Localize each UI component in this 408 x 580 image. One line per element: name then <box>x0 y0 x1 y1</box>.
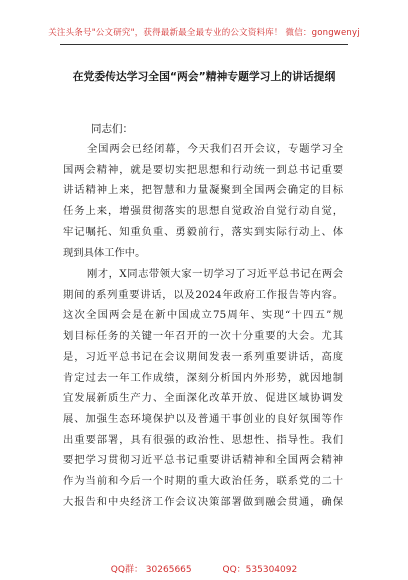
text-line: 国两会精神，就是要切实把思想和行动统一到总书记重要 <box>63 163 343 176</box>
text-line: 肯定过去一年工作成绩，深刻分析国内外形势，就因地制 <box>63 371 343 384</box>
document-title: 在党委传达学习全国“两会”精神专题学习上的讲话提纲 <box>72 70 336 83</box>
text-line: 出重要部署，具有很强的政治性、思想性、指导性。我们 <box>63 433 343 446</box>
text-line: 任务上来，增强贯彻落实的思想自觉政治自觉行动自觉， <box>63 205 343 218</box>
text-line: 全国两会已经闭幕，今天我们召开会议，专题学习全 <box>87 143 343 155</box>
footer-qq: QQ：535304092 <box>222 565 298 575</box>
text-line: 大报告和中央经济工作会议决策部署做到融会贯通，确保 <box>63 495 343 508</box>
text-line: 要把学习贯彻习近平总书记重要讲话精神和全国两会精神 <box>63 454 343 467</box>
text-line: 划目标任务的关键一年召开的一次十分重要的大会。尤其 <box>63 330 343 343</box>
paragraph-2 <box>63 264 343 512</box>
text-line: 是，习近平总书记在会议期间发表一系列重要讲话，高度 <box>63 350 343 363</box>
text-line: 期间的系列重要讲话，以及2024年政府工作报告等内容。 <box>63 288 343 301</box>
text-line: 现到具体工作中。 <box>63 246 146 259</box>
paragraph-1 <box>63 139 343 263</box>
text-line: 这次全国两会是在新中国成立75周年、实现“十四五”规 <box>63 309 343 322</box>
text-line: 展、加强生态环境保护以及普通干事创业的良好氛围等作 <box>63 412 343 425</box>
header-notice: 关注头条号"公文研究"，获得最新最全最专业的公文资料库！ 微信：gongwenyj <box>48 28 360 38</box>
text-line: 宜发展新质生产力、全面深化改革开放、促进区域协调发 <box>63 392 343 405</box>
header-divider <box>60 44 348 45</box>
text-line: 刚才，X同志带领大家一切学习了习近平总书记在两会 <box>87 268 343 280</box>
text-line: 作为当前和今后一个时期的重大政治任务，联系党的二十 <box>63 475 343 488</box>
salutation: 同志们： <box>91 123 133 135</box>
footer-qq-group: QQ群： 30265665 <box>110 565 192 575</box>
text-line: 讲话精神上来，把智慧和力量凝聚到全国两会确定的目标 <box>63 184 343 197</box>
text-line: 牢记嘱托、知重负重、勇毅前行，落实到实际行动上、体 <box>63 225 343 238</box>
footer-contact <box>0 562 408 575</box>
